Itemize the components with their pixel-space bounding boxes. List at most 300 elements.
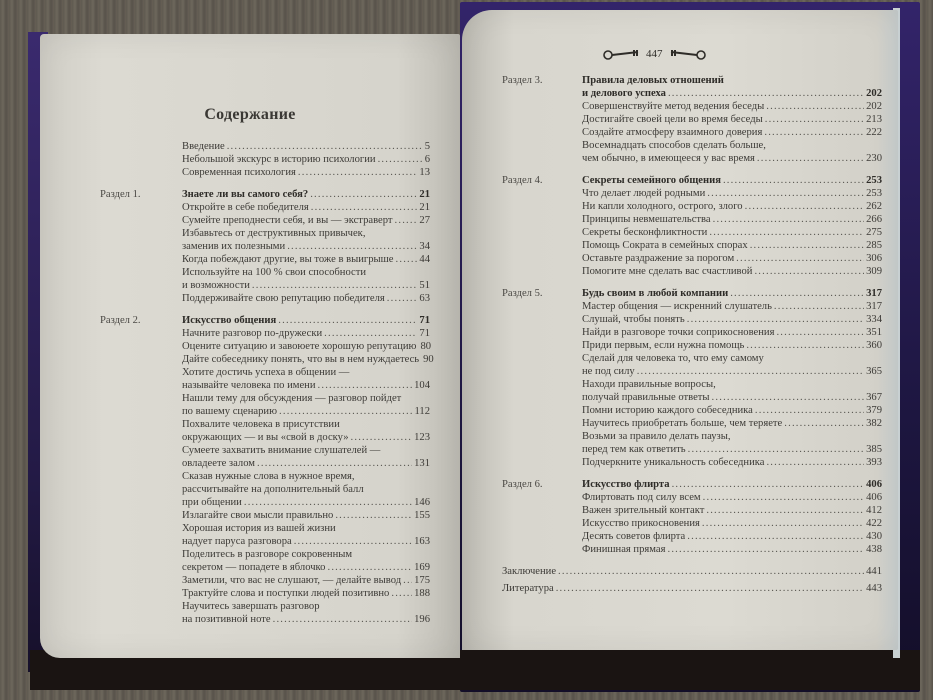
entry-text-line: Похвалите человека в присутствии [182, 419, 340, 430]
page-ref: 430 [866, 531, 882, 542]
toc-entry[interactable] [182, 140, 430, 153]
page-ref: 146 [414, 497, 430, 508]
page-ref: 71 [419, 315, 430, 326]
dot-leader [637, 365, 864, 378]
toc-entry[interactable] [582, 352, 882, 378]
entry-line [502, 582, 882, 595]
toc-section-row [100, 188, 430, 305]
entry-text: Литература [502, 583, 554, 594]
page-ref: 112 [414, 406, 430, 417]
toc-entry[interactable] [182, 522, 430, 548]
entry-line [582, 252, 882, 265]
dot-leader [764, 126, 864, 139]
key-icon-right [667, 48, 707, 60]
entry-line [582, 174, 882, 187]
entry-line [182, 279, 430, 292]
entry-text-line: Используйте на 100 % свои способности [182, 267, 367, 278]
entry-text: не под силу [582, 366, 635, 377]
toc-entry[interactable] [182, 470, 430, 509]
toc-intro-row [100, 140, 430, 179]
entry-text: Слушай, чтобы понять [582, 314, 685, 325]
toc-entry[interactable] [182, 600, 430, 626]
toc-entry[interactable] [582, 504, 882, 517]
section-title-entry[interactable] [582, 74, 882, 100]
toc-title: Содержание [204, 106, 296, 123]
entry-text-line: Возьми за правило делать паузы, [582, 431, 731, 442]
toc-entry[interactable] [182, 227, 430, 253]
toc-entry[interactable] [182, 327, 430, 340]
section-body [582, 287, 882, 469]
page-ref: 13 [419, 167, 430, 178]
entry-text: Искусство флирта [582, 479, 670, 490]
toc-entry[interactable] [182, 153, 430, 166]
entry-text: Финишная прямая [582, 544, 666, 555]
entry-line [582, 517, 882, 530]
page-ref: 262 [866, 201, 882, 212]
toc-entry[interactable] [182, 340, 430, 353]
page-ref: 406 [866, 492, 882, 503]
page-ref: 365 [866, 366, 882, 377]
entry-text-line: Нашли тему для обсуждения — разговор пойдет [182, 393, 402, 404]
toc-entry[interactable] [582, 265, 882, 278]
toc-section-row [502, 74, 882, 165]
entry-text: Помогите мне сделать вас счастливой [582, 266, 753, 277]
entry-text: Что делает людей родными [582, 188, 706, 199]
toc-entry[interactable] [582, 543, 882, 556]
toc-intro-block [100, 140, 430, 179]
page-ref: 306 [866, 253, 882, 264]
entry-line [182, 431, 430, 444]
entry-line [182, 153, 430, 166]
page-ref: 253 [866, 175, 882, 186]
page-ref: 90 [423, 354, 434, 365]
entry-line [182, 214, 430, 227]
entry-text: Достигайте своей цели во время беседы [582, 114, 763, 125]
toc-entry[interactable] [582, 430, 882, 456]
dot-leader [311, 201, 418, 214]
entry-text: Искусство прикосновения [582, 518, 700, 529]
toc-entry[interactable] [182, 292, 430, 305]
page-ref: 317 [866, 301, 882, 312]
entry-line [582, 213, 882, 226]
entry-text: Сумейте преподнести себя, и вы — экстраверт [182, 215, 393, 226]
section-title: Знаете ли вы самого себя? [182, 189, 309, 200]
entry-text-line: Правила деловых отношений [582, 75, 724, 86]
section-label: Раздел 2. [100, 315, 141, 326]
entry-text: Подчеркните уникальность собеседника [582, 457, 765, 468]
section-label: Раздел 3. [502, 75, 543, 86]
entry-line [582, 265, 882, 278]
page-ref: 406 [866, 479, 882, 490]
dot-leader [556, 582, 864, 595]
page-ref: 285 [866, 240, 882, 251]
toc-entry[interactable] [582, 239, 882, 252]
page-ref: 275 [866, 227, 882, 238]
toc-entry[interactable] [182, 166, 430, 179]
page-ref: 5 [424, 141, 430, 152]
page-ref: 21 [419, 189, 430, 200]
entry-text: овладеете залом [182, 458, 255, 469]
toc-section [100, 188, 430, 305]
dot-leader [776, 326, 864, 339]
toc-entry[interactable] [582, 491, 882, 504]
dot-leader [766, 456, 864, 469]
toc-entry[interactable] [582, 378, 882, 404]
entry-line [582, 113, 882, 126]
entry-text: Излагайте свои мысли правильно [182, 510, 334, 521]
page-ref: 334 [866, 314, 882, 325]
dot-leader [703, 491, 864, 504]
toc-entry[interactable] [582, 200, 882, 213]
entry-line [582, 478, 882, 491]
toc-entry[interactable] [182, 587, 430, 600]
entry-text: Откройте в себе победителя [182, 202, 309, 213]
dot-leader [403, 574, 412, 587]
entry-text-line: Научитесь завершать разговор [182, 601, 320, 612]
toc-entry[interactable] [582, 404, 882, 417]
entry-line [582, 491, 882, 504]
entry-text: по вашему сценарию [182, 406, 278, 417]
toc-entry[interactable] [182, 253, 430, 266]
dot-leader [736, 252, 864, 265]
entry-line [582, 339, 882, 352]
dot-leader [351, 431, 413, 444]
entry-text: заменив их полезными [182, 241, 286, 252]
dot-leader [687, 313, 864, 326]
dot-leader [757, 152, 864, 165]
dot-leader [672, 478, 865, 491]
entry-line [582, 443, 882, 456]
dot-leader [324, 327, 417, 340]
entry-text: Помощь Сократа в семейных спорах [582, 240, 748, 251]
entry-line [582, 87, 882, 100]
page-ref: 34 [419, 241, 430, 252]
entry-line [582, 226, 882, 239]
entry-line [582, 456, 882, 469]
entry-text: окружающих — и вы «свой в доску» [182, 432, 349, 443]
dot-leader [784, 417, 864, 430]
entry-line [582, 152, 882, 165]
toc-section-row [100, 314, 434, 626]
entry-text: Мастер общения — искренний слушатель [582, 301, 772, 312]
entry-line [582, 100, 882, 113]
toc-entry[interactable] [182, 366, 430, 392]
toc-entry[interactable] [182, 509, 430, 522]
entry-text: Будь своим в любой компании [582, 288, 729, 299]
dot-leader [709, 226, 864, 239]
entry-line [182, 140, 430, 153]
dot-leader [754, 265, 864, 278]
toc-section [100, 314, 434, 626]
entry-text: Помни историю каждого собеседника [582, 405, 753, 416]
page-ref: 169 [414, 562, 430, 573]
page-ref: 351 [866, 327, 882, 338]
entry-text: Небольшой экскурс в историю психологии [182, 154, 376, 165]
toc-entry[interactable] [182, 201, 430, 214]
entry-text: Секреты семейного общения [582, 175, 721, 186]
key-icon-left [602, 48, 642, 60]
entry-text-line: рассчитывайте на дополнительный балл [182, 484, 364, 495]
page-ref: 253 [866, 188, 882, 199]
entry-line [182, 292, 430, 305]
toc-entry[interactable] [182, 266, 430, 292]
entry-line [582, 313, 882, 326]
dot-leader [391, 587, 412, 600]
toc-left [100, 140, 434, 635]
entry-text-line: Сказав нужные слова в нужное время, [182, 471, 355, 482]
toc-entry[interactable] [582, 530, 882, 543]
left-page [40, 34, 460, 658]
section-title: Искусство общения [182, 315, 277, 326]
entry-line [582, 326, 882, 339]
page-ref: 367 [866, 392, 882, 403]
page-number: 447 [646, 48, 663, 60]
page-ref: 71 [419, 328, 430, 339]
page-ref: 317 [866, 288, 882, 299]
dot-leader [252, 279, 418, 292]
section-label: Раздел 4. [502, 175, 543, 186]
section-body [182, 314, 434, 626]
dot-leader [279, 405, 412, 418]
page-ref: 412 [866, 505, 882, 516]
page-ref: 385 [866, 444, 882, 455]
section-label: Раздел 1. [100, 189, 141, 200]
entry-line [182, 574, 430, 587]
entry-line [582, 300, 882, 313]
toc-entry[interactable] [182, 418, 430, 444]
toc-entry[interactable] [502, 582, 882, 595]
dot-leader [707, 187, 864, 200]
toc-entry[interactable] [582, 517, 882, 530]
dot-leader [287, 240, 417, 253]
toc-section [502, 174, 882, 278]
dot-leader [558, 565, 864, 578]
entry-text: Принципы невмешательства [582, 214, 711, 225]
entry-line [582, 365, 882, 378]
dot-leader [713, 213, 865, 226]
dot-leader [298, 166, 418, 179]
dot-leader [746, 339, 864, 352]
page-number-header [602, 48, 707, 60]
entry-line [182, 379, 430, 392]
entry-text: называйте человека по имени [182, 380, 316, 391]
toc-entry[interactable] [182, 214, 430, 227]
entry-text-line: Избавьтесь от деструктивных привычек, [182, 228, 366, 239]
entry-text: Совершенствуйте метод ведения беседы [582, 101, 765, 112]
section-body [582, 174, 882, 278]
page-ref: 196 [414, 614, 430, 625]
page-ref: 360 [866, 340, 882, 351]
toc-entry[interactable] [502, 565, 882, 578]
toc-entry[interactable] [182, 444, 430, 470]
entry-text: на позитивной ноте [182, 614, 271, 625]
page-ref: 6 [424, 154, 430, 165]
toc-entry[interactable] [582, 139, 882, 165]
dot-leader [750, 239, 864, 252]
entry-line [182, 240, 430, 253]
entry-line [582, 543, 882, 556]
section-title-entry[interactable] [582, 174, 882, 187]
section-title-entry[interactable] [582, 478, 882, 491]
entry-text-line: Сумеете захватить внимание слушателей — [182, 445, 381, 456]
toc-end-matter [502, 565, 882, 595]
entry-line [582, 530, 882, 543]
entry-text: Оставьте раздражение за порогом [582, 253, 735, 264]
page-ref: 222 [866, 127, 882, 138]
page-ref: 188 [414, 588, 430, 599]
toc-entry[interactable] [582, 456, 882, 469]
dot-leader [712, 391, 865, 404]
entry-line [182, 613, 430, 626]
dot-leader [257, 457, 412, 470]
toc-entry[interactable] [582, 300, 882, 313]
entry-line [182, 405, 430, 418]
dot-leader [755, 404, 864, 417]
dot-leader [745, 200, 865, 213]
dot-leader [687, 530, 864, 543]
page-ref: 438 [866, 544, 882, 555]
dot-leader [387, 292, 418, 305]
entry-text: получай правильные ответы [582, 392, 710, 403]
entry-line [182, 509, 430, 522]
dot-leader [327, 561, 412, 574]
entry-text: перед тем как ответить [582, 444, 686, 455]
dot-leader [244, 496, 412, 509]
entry-text: Заключение [502, 566, 557, 577]
dot-leader [688, 443, 864, 456]
toc-section [502, 478, 882, 556]
dot-leader [766, 100, 864, 113]
toc-entry[interactable] [582, 226, 882, 239]
toc-entry[interactable] [582, 339, 882, 352]
entry-text: и делового успеха [582, 88, 666, 99]
toc-entry[interactable] [182, 353, 434, 366]
entry-text: Заметили, что вас не слушают, — делайте вывод [182, 575, 402, 586]
page-ref: 441 [866, 566, 882, 577]
toc-section [502, 287, 882, 469]
dot-leader [273, 613, 413, 626]
section-body [582, 74, 882, 165]
page-ref: 422 [866, 518, 882, 529]
toc-entry[interactable] [582, 187, 882, 200]
dot-leader [774, 300, 864, 313]
entry-text: Флиртовать под силу всем [582, 492, 701, 503]
section-label: Раздел 6. [502, 479, 543, 490]
entry-line [582, 126, 882, 139]
toc-entry[interactable] [582, 252, 882, 265]
page-ref: 44 [419, 254, 430, 265]
entry-line [582, 504, 882, 517]
toc-intro-items [182, 140, 430, 179]
entry-text: Научитесь приобретать больше, чем теряете [582, 418, 783, 429]
page-ref: 123 [414, 432, 430, 443]
dot-leader [294, 535, 412, 548]
dot-leader [706, 504, 864, 517]
entry-text: при общении [182, 497, 242, 508]
entry-line [582, 187, 882, 200]
dot-leader [702, 517, 864, 530]
toc-entry[interactable] [582, 326, 882, 339]
entry-text: Секреты бесконфликтности [582, 227, 708, 238]
page-ref: 104 [414, 380, 430, 391]
page-ref: 393 [866, 457, 882, 468]
toc-entry[interactable] [182, 574, 430, 587]
page-ref: 51 [419, 280, 430, 291]
dot-leader [765, 113, 864, 126]
toc-entry[interactable] [582, 126, 882, 139]
dot-leader [278, 314, 417, 327]
page-ref: 155 [414, 510, 430, 521]
toc-entry[interactable] [582, 417, 882, 430]
page-ref: 21 [419, 202, 430, 213]
entry-text-line: Поделитесь в разговоре сокровенным [182, 549, 353, 560]
entry-text: секретом — попадете в яблочко [182, 562, 326, 573]
entry-text: Десять советов флирта [582, 531, 686, 542]
page-ref: 80 [420, 341, 432, 352]
toc-right [502, 74, 882, 599]
dot-leader [723, 174, 864, 187]
section-title-line[interactable] [182, 314, 430, 327]
toc-entry[interactable] [182, 392, 430, 418]
section-title-entry[interactable] [582, 287, 882, 300]
toc-entry[interactable] [182, 548, 430, 574]
page-ref: 175 [414, 575, 430, 586]
toc-entry[interactable] [582, 113, 882, 126]
dot-leader [395, 214, 418, 227]
page-ref: 27 [419, 215, 430, 226]
entry-text-line: Сделай для человека то, что ему самому [582, 353, 764, 364]
dot-leader [310, 188, 417, 201]
page-ref: 443 [866, 583, 882, 594]
entry-line [182, 535, 430, 548]
entry-line [182, 340, 430, 353]
entry-text: чем обычно, в имеющееся у вас время [582, 153, 755, 164]
page-ref: 213 [866, 114, 882, 125]
page-ref: 202 [866, 88, 882, 99]
section-body [182, 188, 430, 305]
toc-entry[interactable] [582, 313, 882, 326]
entry-line [582, 404, 882, 417]
toc-entry[interactable] [582, 100, 882, 113]
section-title-line[interactable] [182, 188, 430, 201]
entry-line [582, 417, 882, 430]
dot-leader [227, 140, 423, 153]
dot-leader [667, 543, 864, 556]
entry-text: Ни капли холодного, острого, злого [582, 201, 743, 212]
entry-text-line: Хорошая история из вашей жизни [182, 523, 336, 534]
toc-entry[interactable] [582, 213, 882, 226]
entry-text: Начните разговор по-дружески [182, 328, 323, 339]
toc-section-row [502, 287, 882, 469]
entry-line [182, 496, 430, 509]
entry-text: Оцените ситуацию и завоюете хорошую репутацию [182, 341, 417, 352]
entry-text: Приди первым, если нужна помощь [582, 340, 745, 351]
entry-text: Найди в разговоре точки соприкосновения [582, 327, 775, 338]
entry-text: Важен зрительный контакт [582, 505, 705, 516]
dot-leader [668, 87, 864, 100]
entry-text: Введение [182, 141, 225, 152]
entry-line [182, 587, 430, 600]
dot-leader [318, 379, 413, 392]
entry-line [582, 239, 882, 252]
page-ref: 63 [419, 293, 430, 304]
dot-leader [335, 509, 412, 522]
dot-leader [378, 153, 423, 166]
entry-line [182, 166, 430, 179]
entry-text: Трактуйте слова и поступки людей позитивно [182, 588, 390, 599]
toc-section [502, 74, 882, 165]
entry-text: и возможности [182, 280, 250, 291]
